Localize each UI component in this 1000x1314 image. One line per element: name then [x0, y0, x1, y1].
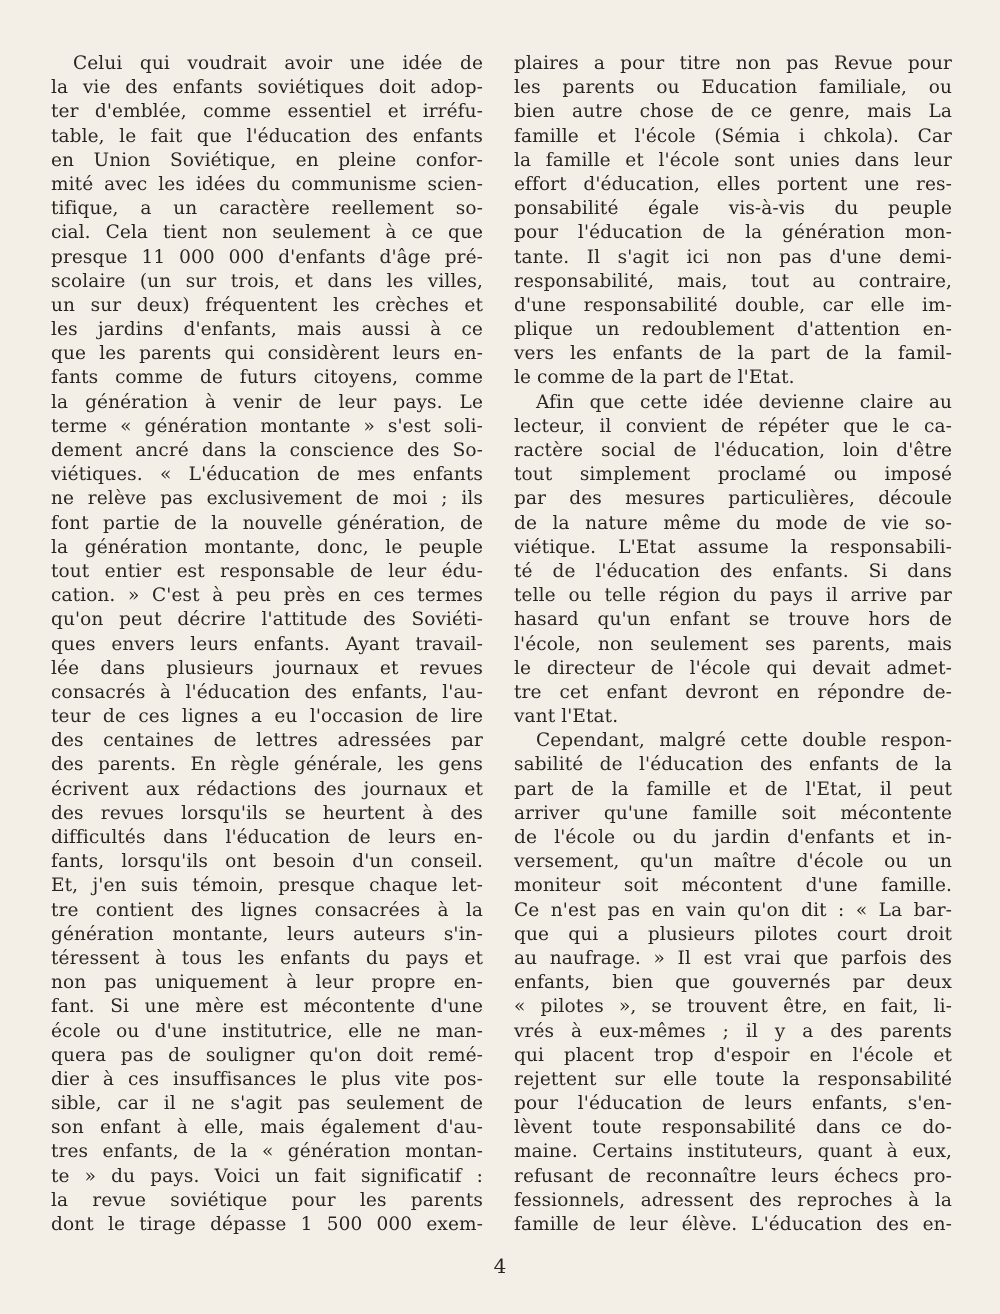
text-line: fants, lorsqu'ils ont besoin d'un conseil.	[51, 851, 483, 873]
text-line: tout entier est responsable de leur édu-	[51, 560, 483, 582]
text-line: lecteur, il convient de répéter que le ca-	[514, 415, 952, 437]
text-line: ter d'emblée, comme essentiel et irréfu-	[51, 101, 483, 123]
text-line: famille de leur élève. L'éducation des en-	[514, 1214, 952, 1235]
text-line: versement, qu'un maître d'école ou un	[514, 851, 952, 873]
text-line: cial. Cela tient non seulement à ce que	[51, 222, 483, 244]
text-line: des revues lorsqu'ils se heurtent à des	[51, 802, 483, 824]
text-line: qu'on peut décrire l'attitude des Soviéti-	[51, 609, 483, 631]
text-line: dement ancré dans la conscience des So-	[51, 440, 483, 461]
text-line: font partie de la nouvelle génération, de	[51, 512, 483, 534]
text-line: l'école, non seulement ses parents, mais	[514, 633, 952, 655]
text-line: fant. Si une mère est mécontente d'une	[51, 996, 483, 1018]
text-line: les parents ou Education familiale, ou	[514, 77, 952, 99]
text-line: tre contient des lignes consacrées à la	[51, 899, 483, 921]
text-line: ponsabilité égale vis-à-vis du peuple	[514, 198, 952, 220]
text-line: qui placent trop d'espoir en l'école et	[514, 1044, 952, 1066]
text-line: écrivent aux rédactions des journaux et	[51, 778, 483, 800]
text-line: le directeur de l'école qui devait admet-	[514, 657, 952, 679]
text-line: moniteur soit mécontent d'une famille.	[514, 875, 952, 897]
text-line: Cependant, malgré cette double respon-	[536, 730, 952, 752]
text-line: plique un redoublement d'attention en-	[514, 319, 952, 341]
text-line: part de la famille et de l'Etat, il peut	[514, 778, 952, 800]
text-line: sabilité de l'éducation des enfants de la	[514, 754, 952, 776]
text-line: table, le fait que l'éducation des enfants	[51, 125, 483, 147]
text-line: Et, j'en suis témoin, presque chaque let-	[51, 875, 483, 897]
text-line: d'une responsabilité double, car elle im-	[514, 294, 952, 316]
text-line: non pas uniquement à leur propre en-	[51, 972, 483, 994]
text-line: de la nature même du mode de vie so-	[514, 512, 952, 534]
text-line: la vie des enfants soviétiques doit adop-	[51, 77, 483, 99]
text-line: tante. Il s'agit ici non pas d'une demi-	[514, 246, 952, 268]
text-line: mité avec les idées du communisme scien-	[51, 173, 483, 195]
text-line: hasard qu'un enfant se trouve hors de	[514, 609, 952, 631]
text-line: son enfant à elle, mais également d'au-	[51, 1117, 483, 1139]
text-line: que qui a plusieurs pilotes court droit	[514, 923, 952, 945]
text-line: vrés à eux-mêmes ; il y a des parents	[514, 1020, 952, 1042]
text-line: effort d'éducation, elles portent une res-	[514, 173, 952, 195]
text-line: responsabilité, mais, tout au contraire,	[514, 270, 952, 292]
text-line: plaires a pour titre non pas Revue pour	[514, 53, 952, 74]
text-line: tres enfants, de la « génération montan-	[51, 1141, 483, 1163]
text-line: vers les enfants de la part de la famil-	[514, 343, 952, 365]
left-text-column	[51, 52, 483, 1237]
text-line: les jardins d'enfants, mais aussi à ce	[51, 319, 483, 341]
text-line: tre cet enfant devront en répondre de-	[514, 681, 952, 703]
text-line: quera pas de souligner qu'on doit remé-	[51, 1044, 483, 1066]
text-line: arriver qu'une famille soit mécontente	[514, 802, 952, 824]
text-line: ne relève pas exclusivement de moi ; ils	[51, 488, 483, 510]
text-line: te » du pays. Voici un fait significatif :	[51, 1165, 483, 1187]
text-line: terme « génération montante » s'est soli-	[51, 415, 483, 437]
text-line: consacrés à l'éducation des enfants, l'au-	[51, 681, 483, 703]
text-line: refusant de reconnaître leurs échecs pro-	[514, 1165, 952, 1187]
text-line: la famille et l'école sont unies dans leur	[514, 149, 952, 171]
text-line: cation. » C'est à peu près en ces termes	[51, 585, 483, 607]
text-line: viétique. L'Etat assume la responsabili-	[514, 536, 952, 558]
text-line: école ou d'une institutrice, elle ne man-	[51, 1020, 483, 1042]
text-line: ques envers leurs enfants. Ayant travail-	[51, 633, 483, 655]
text-line: des parents. En règle générale, les gens	[51, 754, 483, 776]
text-line: la revue soviétique pour les parents	[51, 1189, 483, 1211]
text-line: fessionnels, adressent des reproches à la	[514, 1189, 952, 1211]
text-line: ractère social de l'éducation, loin d'être	[514, 440, 952, 461]
text-line: de l'école ou du jardin d'enfants et in-	[514, 827, 952, 848]
text-line: sible, car il ne s'agit pas seulement de	[51, 1093, 483, 1115]
text-line: vant l'Etat.	[514, 706, 619, 728]
text-line: tout simplement proclamé ou imposé	[514, 464, 952, 486]
text-line: téressent à tous les enfants du pays et	[51, 947, 483, 969]
text-line: un sur deux) fréquentent les crèches et	[51, 294, 483, 316]
text-line: la génération montante, donc, le peuple	[51, 536, 483, 558]
text-line: lèvent toute responsabilité dans ce do-	[514, 1117, 952, 1139]
text-line: en Union Soviétique, en pleine confor-	[51, 149, 483, 171]
text-line: la génération à venir de leur pays. Le	[51, 391, 483, 413]
text-line: Ce n'est pas en vain qu'on dit : « La bar-	[514, 899, 952, 921]
text-line: le comme de la part de l'Etat.	[514, 367, 795, 389]
text-line: enfants, bien que gouvernés par deux	[514, 972, 952, 994]
text-line: viétiques. « L'éducation de mes enfants	[51, 464, 483, 486]
text-line: lée dans plusieurs journaux et revues	[51, 657, 483, 679]
text-line: dont le tirage dépasse 1 500 000 exem-	[51, 1214, 483, 1235]
text-line: teur de ces lignes a eu l'occasion de lire	[51, 706, 483, 728]
text-line: fants comme de futurs citoyens, comme	[51, 367, 483, 389]
text-line: par des mesures particulières, découle	[514, 488, 952, 510]
text-line: pour l'éducation de leurs enfants, s'en-	[514, 1093, 952, 1115]
text-line: bien autre chose de ce genre, mais La	[514, 101, 952, 123]
text-line: scolaire (un sur trois, et dans les villes,	[51, 270, 483, 292]
text-line: au naufrage. » Il est vrai que parfois des	[514, 947, 952, 969]
text-line: que les parents qui considèrent leurs en-	[51, 343, 483, 365]
page-number: 4	[493, 1254, 507, 1278]
text-line: difficultés dans l'éducation de leurs en-	[51, 827, 483, 848]
text-line: telle ou telle région du pays il arrive par	[514, 585, 952, 607]
text-line: Celui qui voudrait avoir une idée de	[73, 53, 483, 74]
text-line: pour l'éducation de la génération mon-	[514, 222, 952, 244]
text-line: dier à ces insuffisances le plus vite pos-	[51, 1068, 483, 1090]
right-text-column	[514, 52, 952, 1237]
text-line: tifique, a un caractère reellement so-	[51, 198, 483, 220]
text-line: des centaines de lettres adressées par	[51, 730, 483, 752]
text-line: té de l'éducation des enfants. Si dans	[514, 560, 952, 582]
text-line: presque 11 000 000 d'enfants d'âge pré-	[51, 246, 483, 268]
text-line: « pilotes », se trouvent être, en fait, li-	[514, 996, 952, 1018]
text-line: Afin que cette idée devienne claire au	[536, 391, 952, 413]
text-line: génération montante, leurs auteurs s'in-	[51, 923, 483, 945]
text-line: maine. Certains instituteurs, quant à eux,	[514, 1141, 952, 1163]
text-line: famille et l'école (Sémia i chkola). Car	[514, 125, 952, 147]
text-line: rejettent sur elle toute la responsabilité	[514, 1068, 952, 1090]
